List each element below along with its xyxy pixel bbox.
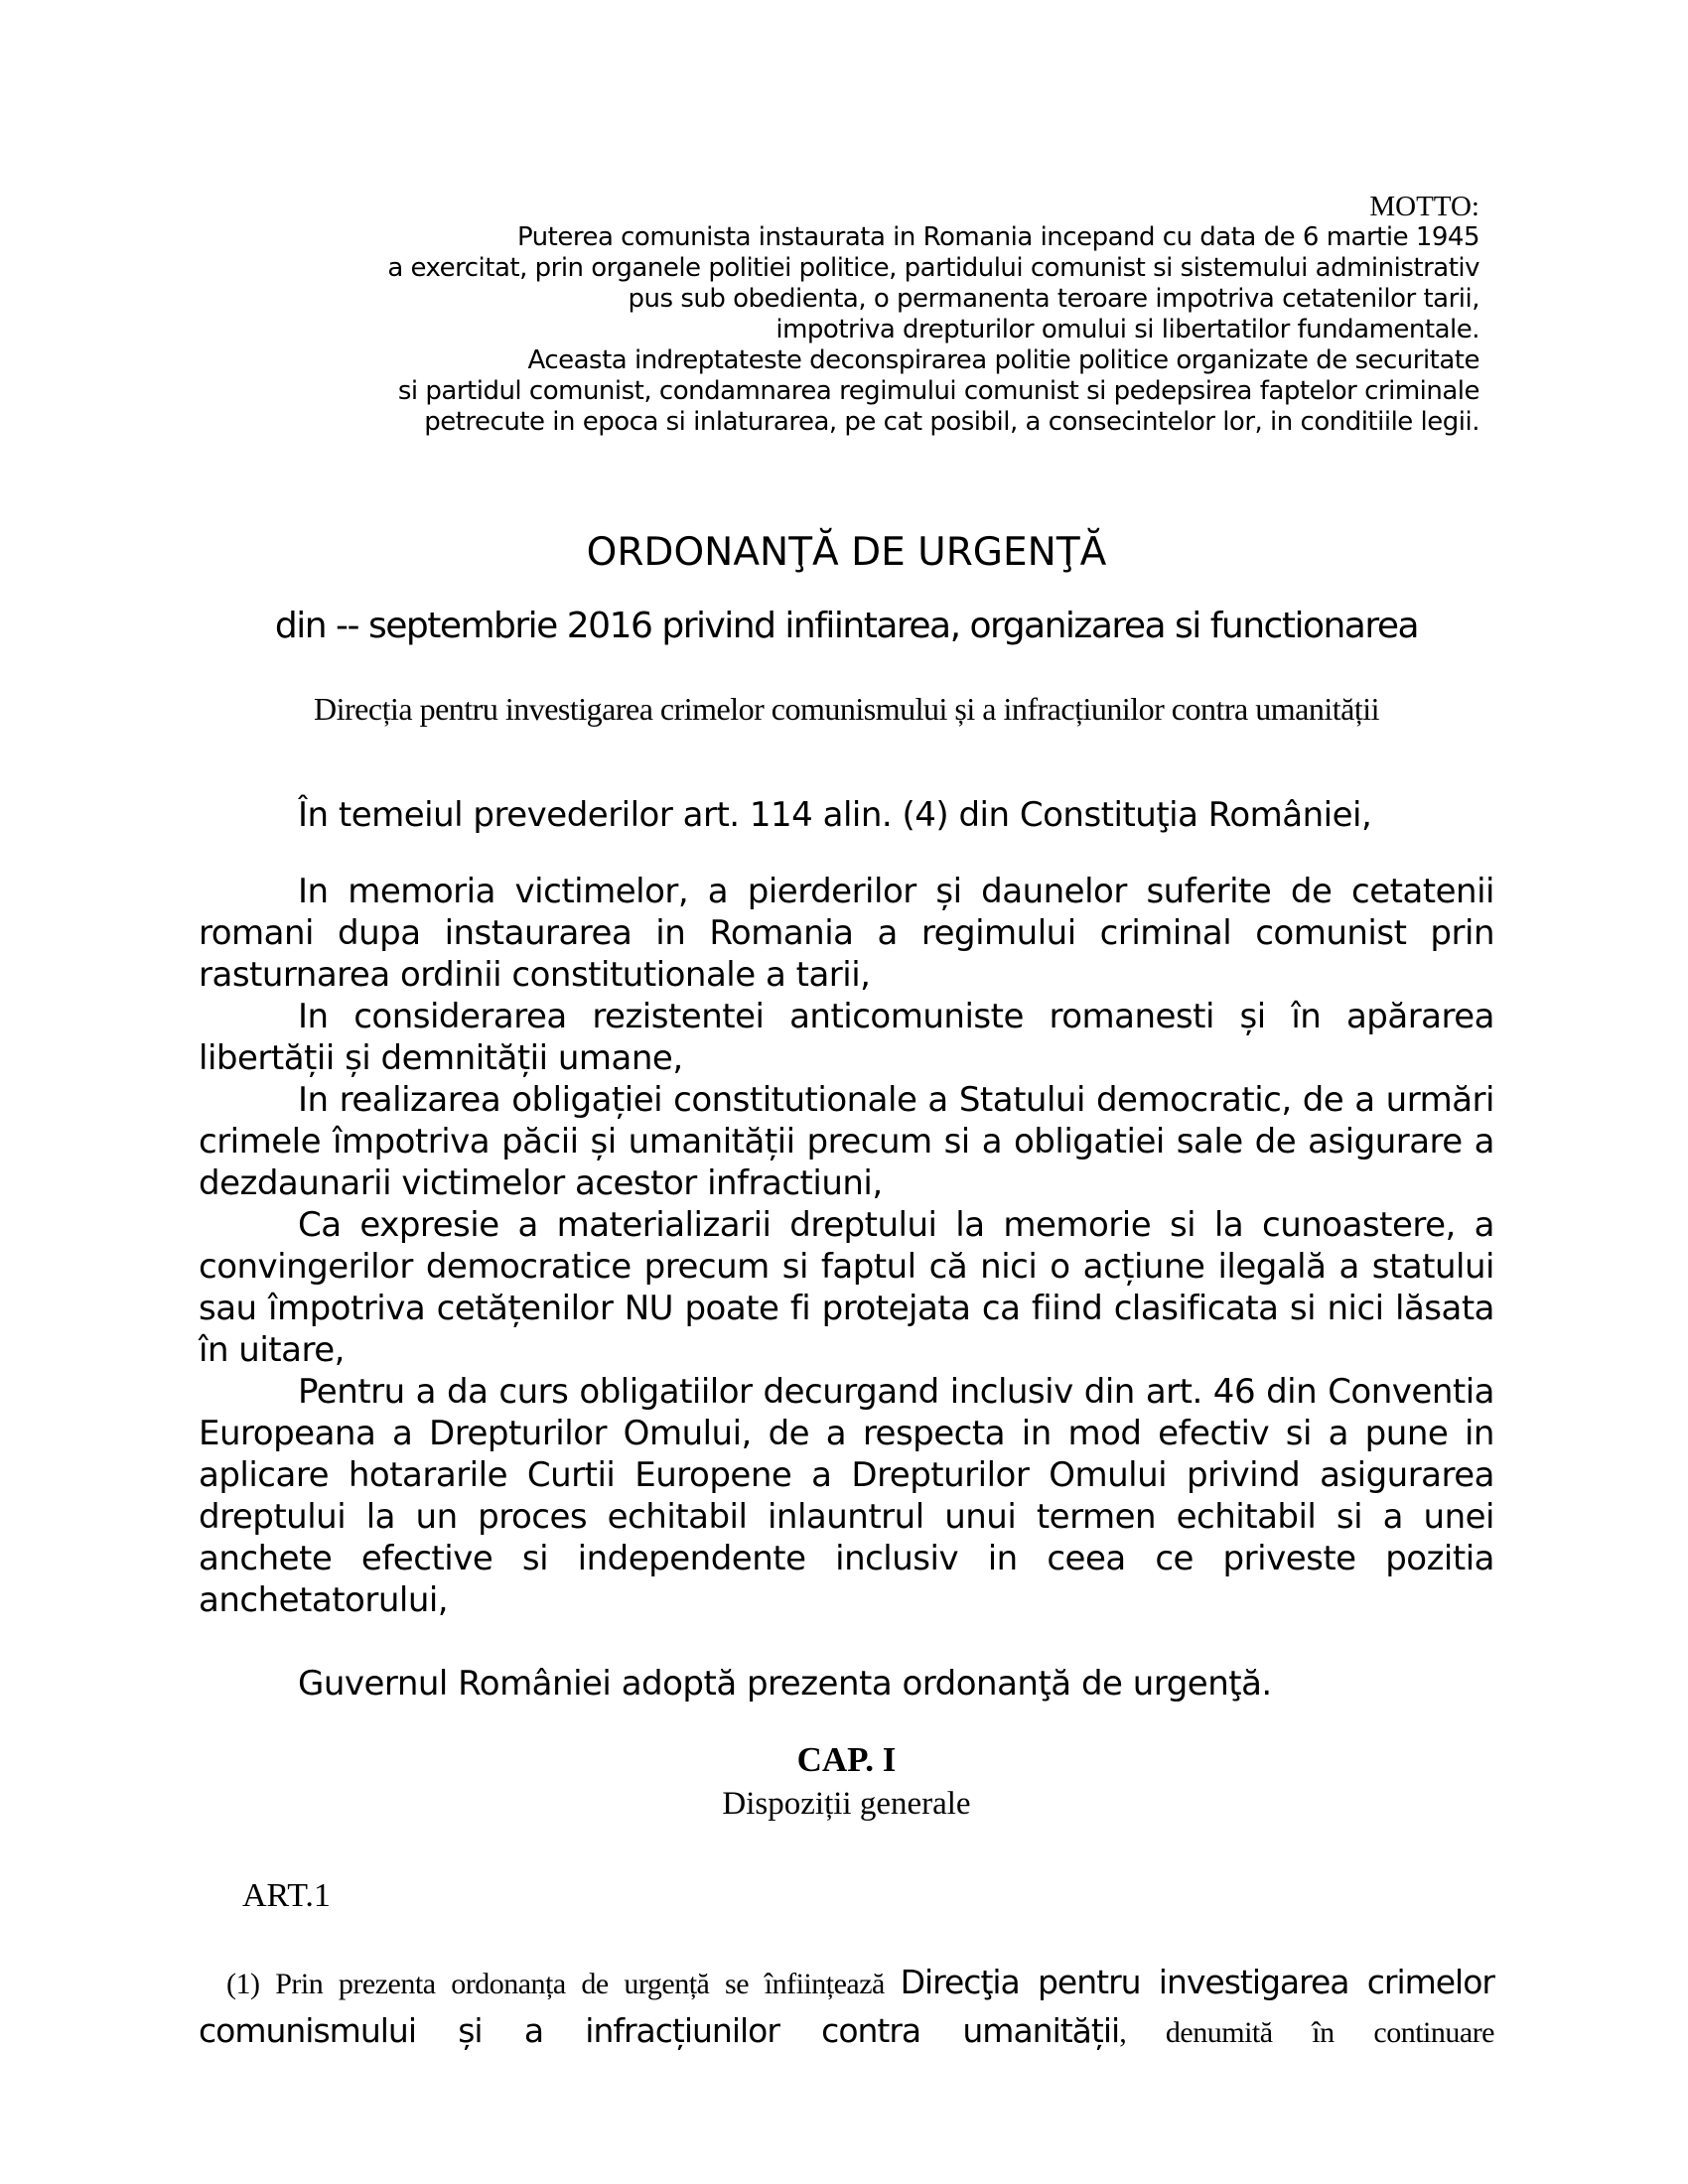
legal-basis-line: În temeiul prevederilor art. 114 alin. (4) din Constituţia României, <box>298 795 1372 835</box>
preamble-paragraph: Pentru a da curs obligatiilor decurgand inclusiv din art. 46 din Conventia Europeana a Drepturilor Omului, de a respecta in mod efectiv si a pune in aplicare hotararile Curtii Europene a Drepturilor Omului privind asigurarea dreptului la un proces echitabil inlauntrul unui termen echitabil si a unei anchete efective si independente inclusiv in ceea ce priveste pozitia anchetatorului, <box>199 1372 1494 1620</box>
motto-lines <box>199 222 1479 438</box>
motto-line: Aceasta indreptateste deconspirarea politie politice organizate de securitate <box>527 345 1479 375</box>
motto-label: MOTTO: <box>1369 191 1479 222</box>
article-number: ART.1 <box>242 1877 331 1914</box>
motto-line: Puterea comunista instaurata in Romania incepand cu data de 6 martie 1945 <box>516 222 1479 252</box>
motto-line: a exercitat, prin organele politiei politice, partidului comunist si sistemului administrativ <box>387 253 1479 283</box>
article-clause-prefix: (1) Prin prezenta ordonanța de urgență se înființează <box>226 1968 901 2000</box>
adoption-line: Guvernul României adoptă prezenta ordonanţă de urgenţă. <box>298 1664 1272 1704</box>
preamble-paragraph: Ca expresie a materializarii dreptului la memorie si la cunoastere, a convingerilor democratice precum si faptul că nici o acțiune ilegală a statului sau împotriva cetățenilor NU poate fi protejata ca fiind clasificata si nici lăsata în uitare, <box>199 1205 1494 1370</box>
motto-line: impotriva drepturilor omului si libertatilor fundamentale. <box>775 315 1479 344</box>
article-clause-emphasis: Direcţia pentru investigarea crimelor comunismului și a infracțiunilor contra umanității <box>199 1963 1494 2050</box>
chapter-heading <box>199 1737 1494 1827</box>
motto-line: pus sub obedienta, o permanenta teroare impotriva cetatenilor tarii, <box>628 284 1479 314</box>
preamble-paragraph: In realizarea obligației constitutionale a Statului democratic, de a urmări crimele împotriva păcii și umanității precum si a obligatiei sale de asigurare a dezdaunarii victimelor acestor infractiuni, <box>199 1080 1494 1203</box>
motto-line: si partidul comunist, condamnarea regimului comunist si pedepsirea faptelor criminale <box>397 376 1479 406</box>
preamble-paragraph: In memoria victimelor, a pierderilor și daunelor suferite de cetatenii romani dupa instaurarea in Romania a regimului criminal comunist prin rasturnarea ordinii constitutionale a tarii, <box>199 872 1494 995</box>
chapter-title: Dispoziții generale <box>722 1786 971 1822</box>
document-title: ORDONANŢĂ DE URGENŢĂ <box>586 530 1107 575</box>
document-subtitle: din -- septembrie 2016 privind infiintarea, organizarea si functionarea <box>274 606 1419 646</box>
preamble-paragraphs <box>199 871 1494 1621</box>
article-clause <box>199 1959 1494 2056</box>
motto-block <box>199 192 1494 438</box>
document-subject-line: Direcția pentru investigarea crimelor comunismului și a infracțiunilor contra umanității <box>314 691 1379 727</box>
chapter-number: CAP. I <box>796 1740 897 1779</box>
article-clause-suffix: , denumită în continuare <box>1119 2016 1494 2049</box>
motto-line: petrecute in epoca si inlaturarea, pe cat posibil, a consecintelor lor, in conditiile legii. <box>424 407 1479 437</box>
preamble-paragraph: In considerarea rezistentei anticomuniste romanesti și în apărarea libertății și demnității umane, <box>199 997 1494 1078</box>
